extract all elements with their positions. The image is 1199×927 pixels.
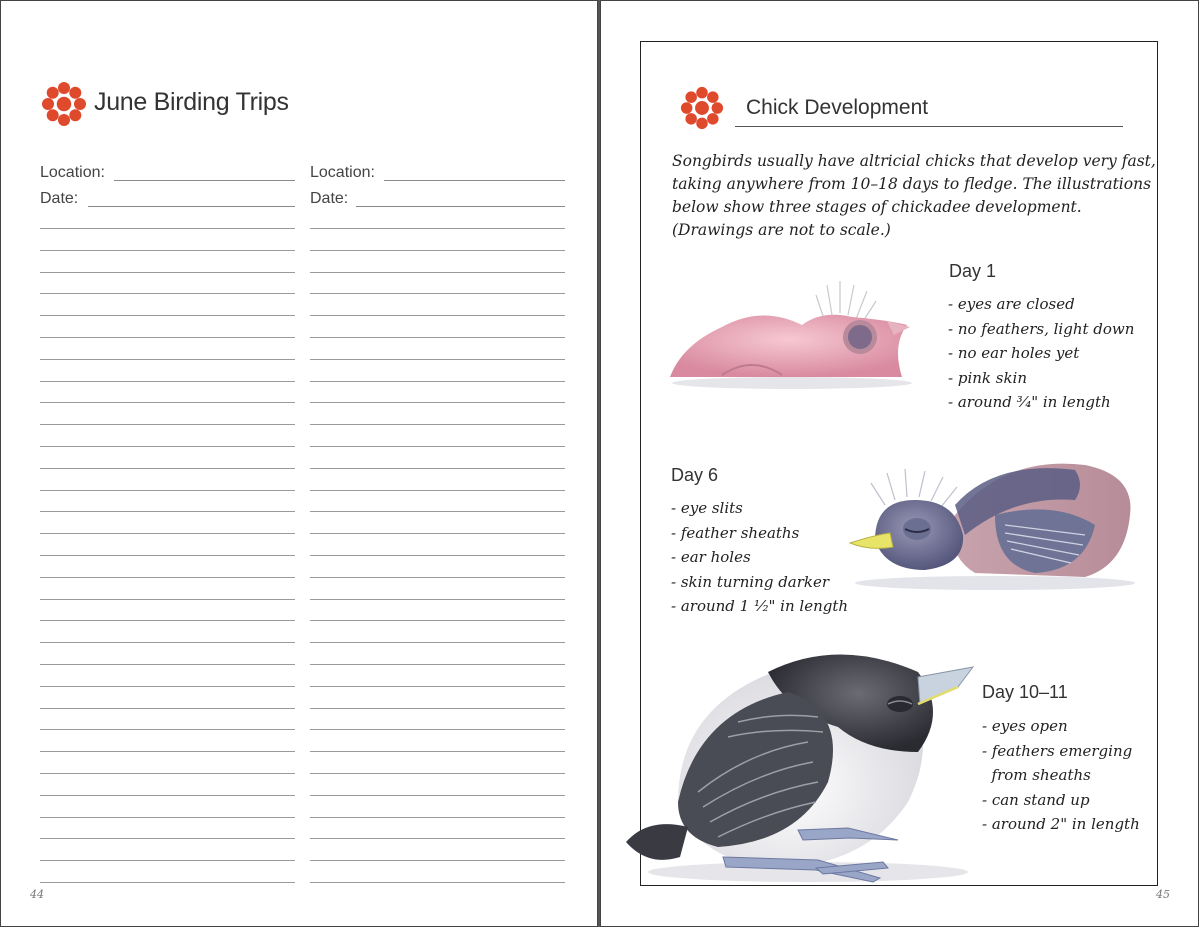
section-title: Chick Development <box>746 96 929 119</box>
journal-rule[interactable] <box>310 511 565 512</box>
journal-rule[interactable] <box>40 882 295 883</box>
journal-rule[interactable] <box>310 599 565 600</box>
location-line[interactable] <box>114 180 295 181</box>
intro-line: Songbirds usually have altricial chicks that develop very fast, <box>672 152 1156 170</box>
journal-rule[interactable] <box>40 272 295 273</box>
journal-rule[interactable] <box>310 468 565 469</box>
journal-rule[interactable] <box>40 664 295 665</box>
journal-rule[interactable] <box>40 577 295 578</box>
journal-rule[interactable] <box>310 555 565 556</box>
journal-rule[interactable] <box>40 751 295 752</box>
note-line: - feather sheaths <box>671 523 800 542</box>
journal-rule[interactable] <box>40 359 295 360</box>
journal-rule[interactable] <box>40 424 295 425</box>
journal-rule[interactable] <box>310 533 565 534</box>
journal-rule[interactable] <box>310 838 565 839</box>
journal-rule[interactable] <box>40 555 295 556</box>
journal-rule[interactable] <box>40 708 295 709</box>
note-line: - no ear holes yet <box>948 344 1080 362</box>
page-number: 44 <box>30 888 44 901</box>
intro-line: below show three stages of chickadee development. <box>672 198 1082 216</box>
journal-rule[interactable] <box>310 228 565 229</box>
stage-heading: Day 10–11 <box>982 682 1068 702</box>
journal-rule[interactable] <box>310 272 565 273</box>
journal-rule[interactable] <box>40 642 295 643</box>
journal-rule[interactable] <box>40 686 295 687</box>
stage-notes <box>948 292 1134 415</box>
note-line: - around 1 ¹⁄₂" in length <box>671 597 849 615</box>
journal-rule[interactable] <box>40 250 295 251</box>
intro-line: taking anywhere from 10–18 days to fledge. The illustrations <box>672 175 1152 193</box>
note-line: - can stand up <box>982 790 1090 809</box>
title-underline <box>735 126 1123 127</box>
journal-rule[interactable] <box>40 838 295 839</box>
journal-rule[interactable] <box>40 773 295 774</box>
flower-icon <box>679 85 725 131</box>
journal-rule[interactable] <box>310 315 565 316</box>
journal-rule[interactable] <box>310 860 565 861</box>
journal-rule[interactable] <box>40 511 295 512</box>
intro-text <box>672 150 1156 242</box>
location-label: Location: <box>40 164 105 181</box>
journal-rule[interactable] <box>40 533 295 534</box>
journal-rule[interactable] <box>310 402 565 403</box>
journal-rule[interactable] <box>310 424 565 425</box>
note-line: - ear holes <box>671 548 751 566</box>
note-line: from sheaths <box>982 766 1091 784</box>
journal-rule[interactable] <box>310 795 565 796</box>
date-line[interactable] <box>356 206 565 207</box>
journal-rule[interactable] <box>310 446 565 447</box>
journal-rule[interactable] <box>310 381 565 382</box>
intro-line: (Drawings are not to scale.) <box>672 221 891 239</box>
location-label: Location: <box>310 164 375 181</box>
journal-rule[interactable] <box>40 490 295 491</box>
page-number: 45 <box>1156 888 1170 901</box>
note-line: - feathers emerging <box>982 741 1133 760</box>
journal-rule[interactable] <box>310 337 565 338</box>
journal-rule[interactable] <box>40 315 295 316</box>
page-title: June Birding Trips <box>94 88 289 116</box>
journal-rule[interactable] <box>40 860 295 861</box>
journal-rule[interactable] <box>310 817 565 818</box>
journal-rule[interactable] <box>310 490 565 491</box>
journal-rule[interactable] <box>40 402 295 403</box>
note-line: - eyes are closed <box>948 295 1075 313</box>
journal-rule[interactable] <box>40 729 295 730</box>
journal-rule[interactable] <box>40 446 295 447</box>
journal-rule[interactable] <box>310 359 565 360</box>
book-spine <box>598 0 600 927</box>
date-label: Date: <box>40 190 79 207</box>
stage-heading: Day 1 <box>949 261 997 281</box>
note-line: - pink skin <box>948 368 1027 387</box>
journal-rule[interactable] <box>40 620 295 621</box>
journal-rule[interactable] <box>310 708 565 709</box>
journal-rule[interactable] <box>310 293 565 294</box>
note-line: - eyes open <box>982 717 1068 735</box>
note-line: - eye slits <box>671 499 743 517</box>
journal-rule[interactable] <box>310 250 565 251</box>
journal-rule[interactable] <box>40 381 295 382</box>
journal-rule[interactable] <box>310 642 565 643</box>
journal-rule[interactable] <box>40 293 295 294</box>
stage-notes <box>982 714 1140 837</box>
journal-rule[interactable] <box>40 228 295 229</box>
note-line: - around ³⁄₄" in length <box>948 393 1111 411</box>
journal-rule[interactable] <box>40 599 295 600</box>
journal-rule[interactable] <box>40 468 295 469</box>
stage-heading: Day 6 <box>671 465 719 485</box>
date-line[interactable] <box>88 206 295 207</box>
journal-rule[interactable] <box>310 773 565 774</box>
flower-icon <box>40 80 88 128</box>
day6-chick-illustration <box>845 445 1140 595</box>
day10-chick-illustration <box>618 632 980 894</box>
location-line[interactable] <box>384 180 565 181</box>
stage-notes <box>671 496 848 619</box>
note-line: - around 2" in length <box>982 815 1140 833</box>
note-line: - skin turning darker <box>671 572 830 591</box>
journal-rule[interactable] <box>310 686 565 687</box>
journal-rule[interactable] <box>310 577 565 578</box>
date-label: Date: <box>310 190 349 207</box>
journal-rule[interactable] <box>310 729 565 730</box>
journal-rule[interactable] <box>310 620 565 621</box>
journal-rule[interactable] <box>40 795 295 796</box>
journal-rule[interactable] <box>40 337 295 338</box>
journal-rule[interactable] <box>40 817 295 818</box>
journal-rule[interactable] <box>310 664 565 665</box>
day1-chick-illustration <box>662 275 920 395</box>
note-line: - no feathers, light down <box>948 319 1135 338</box>
left-page <box>0 0 598 927</box>
journal-rule[interactable] <box>310 882 565 883</box>
journal-rule[interactable] <box>310 751 565 752</box>
